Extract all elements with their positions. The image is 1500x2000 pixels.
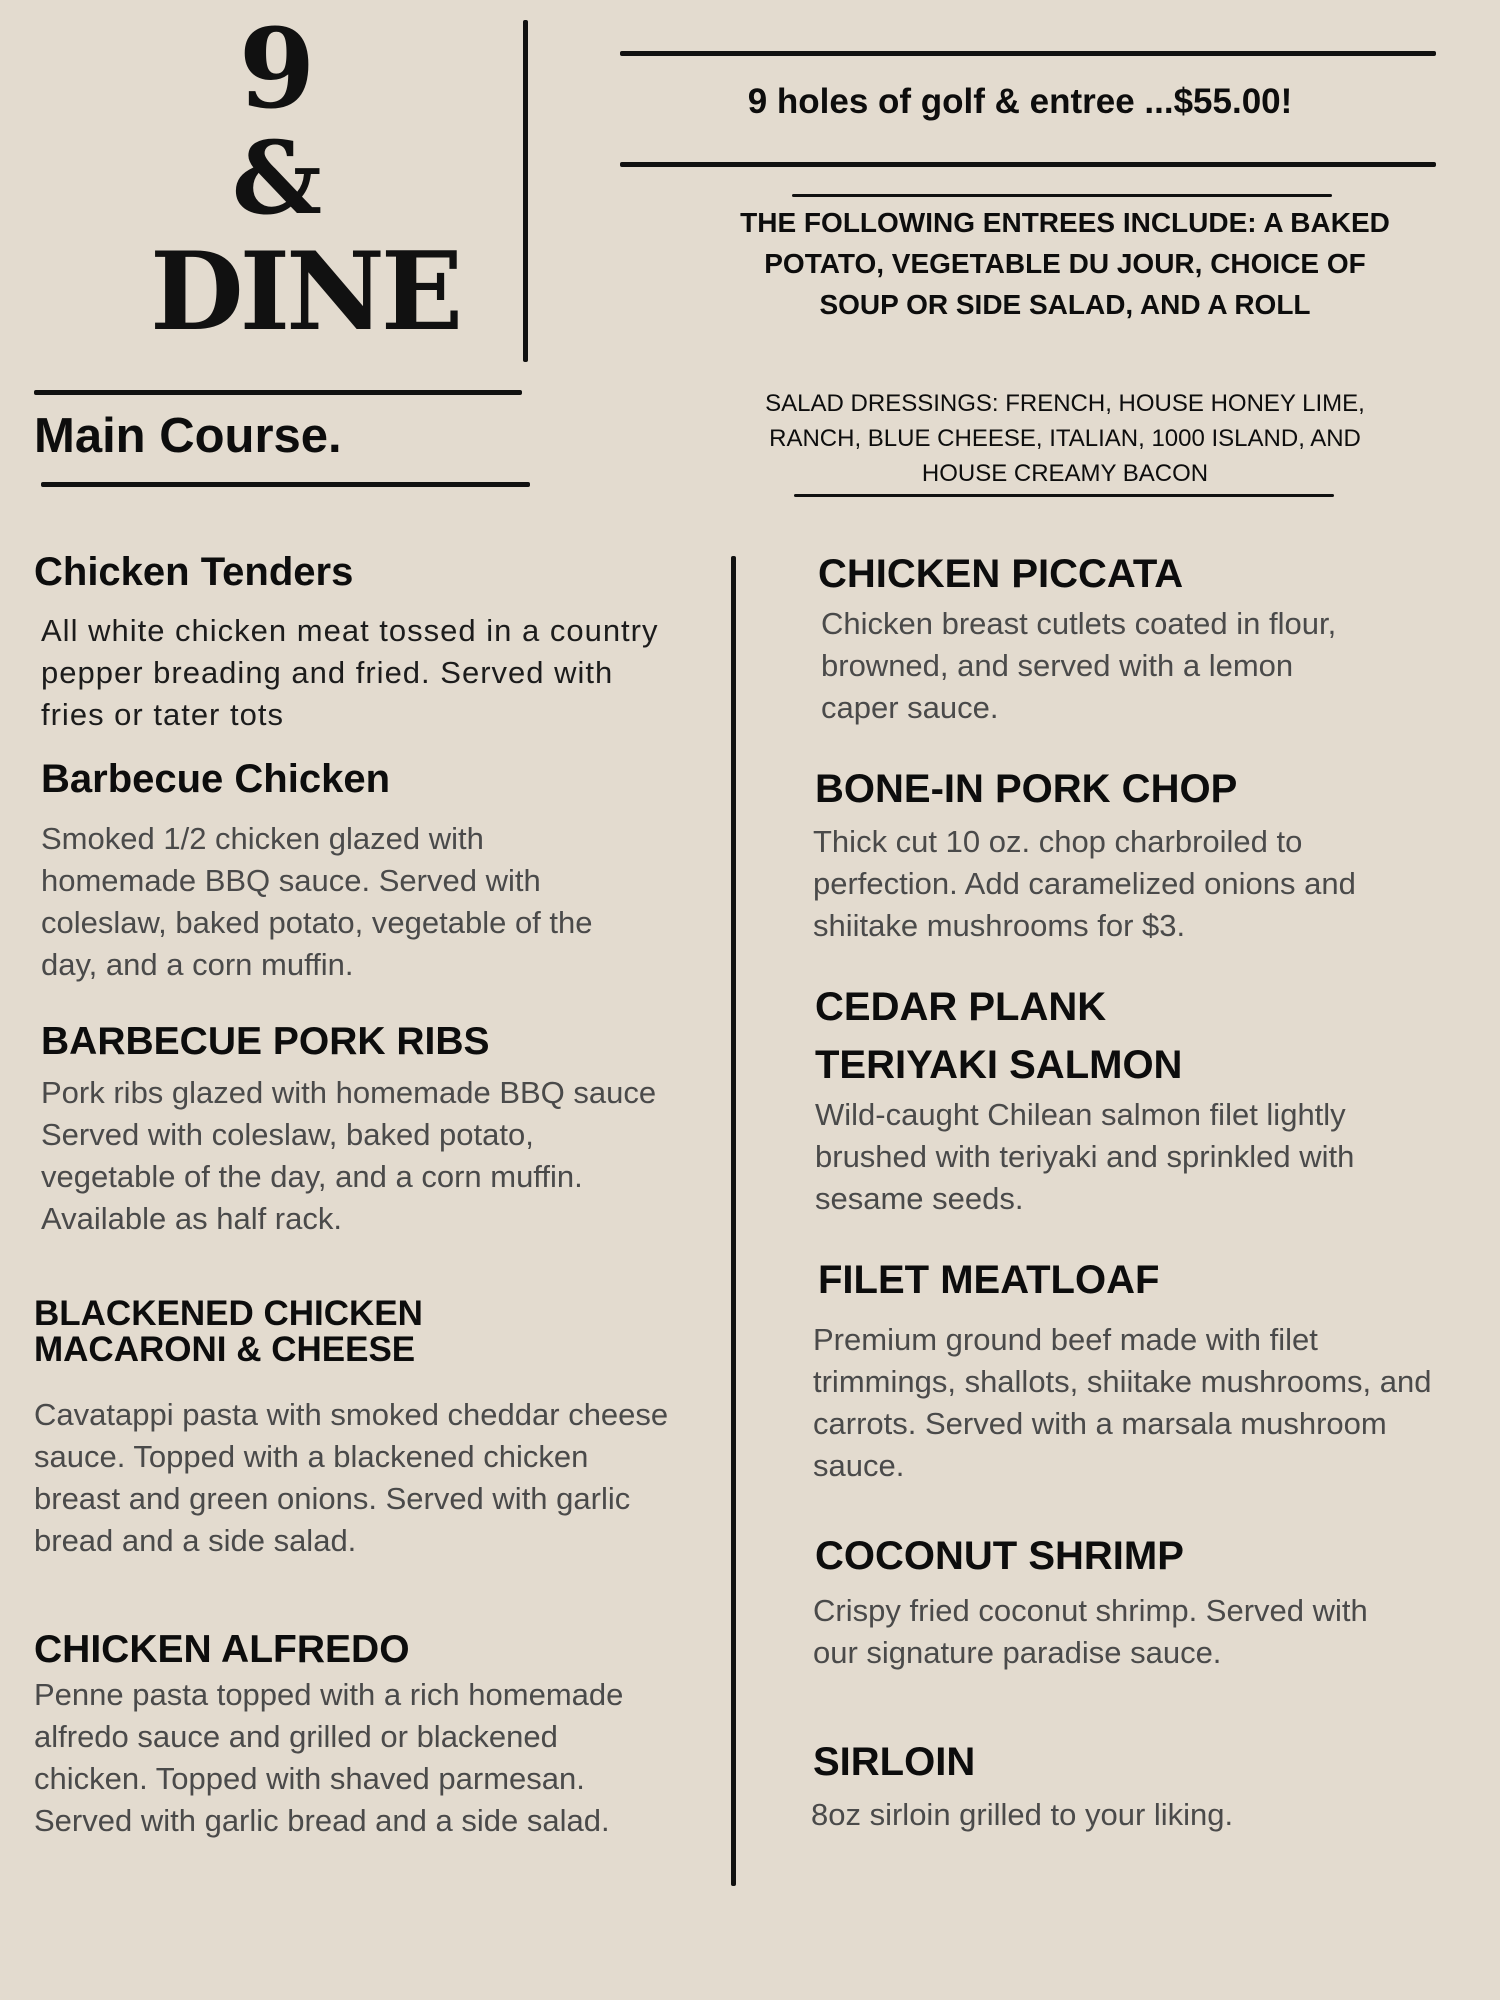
menu-item-description: Smoked 1/2 chicken glazed with homemade BBQ sauce. Served with coleslaw, baked potato, vegetable of the day, and a corn muffin. xyxy=(41,821,593,982)
column-divider xyxy=(731,556,736,1886)
promo-top-rule xyxy=(620,51,1436,56)
menu-item-description: Wild-caught Chilean salmon filet lightly brushed with teriyaki and sprinkled with sesame seeds. xyxy=(815,1097,1355,1216)
menu-item-description: Chicken breast cutlets coated in flour, browned, and served with a lemon caper sauce. xyxy=(821,606,1337,725)
menu-item-title: Chicken Tenders xyxy=(34,550,354,594)
menu-item-title: BLACKENED CHICKEN xyxy=(34,1294,423,1333)
menu-item-title: SIRLOIN xyxy=(813,1740,976,1784)
menu-item-title: BONE-IN PORK CHOP xyxy=(815,767,1238,811)
menu-item-description: Pork ribs glazed with homemade BBQ sauce Served with coleslaw, baked potato, vegetable of the day, and a corn muffin. Available as half rack. xyxy=(41,1075,657,1236)
menu-item-title: FILET MEATLOAF xyxy=(818,1258,1160,1302)
dressings-bottom-rule xyxy=(794,494,1334,497)
entree-includes-text: THE FOLLOWING ENTREES INCLUDE: A BAKED POTATO, VEGETABLE DU JOUR, CHOICE OF SOUP OR SIDE SALAD, AND A ROLL xyxy=(740,207,1390,320)
menu-item-title-line2: MACARONI & CHEESE xyxy=(34,1330,416,1369)
menu-item-title: CEDAR PLANK xyxy=(815,985,1107,1029)
logo-divider xyxy=(523,20,528,362)
menu-item-title: BARBECUE PORK RIBS xyxy=(41,1020,490,1063)
logo-ampersand: & xyxy=(231,119,319,237)
menu-item-title-line2: TERIYAKI SALMON xyxy=(815,1043,1183,1087)
menu-item-description: All white chicken meat tossed in a country pepper breading and fried. Served with fries or tater tots xyxy=(41,613,659,732)
logo-dine: DINE xyxy=(150,229,460,355)
menu-item-description: Premium ground beef made with filet trimmings, shallots, shiitake mushrooms, and carrots. Served with a marsala mushroom sauce. xyxy=(813,1322,1432,1483)
promo-text: 9 holes of golf & entree ...$55.00! xyxy=(747,82,1293,121)
logo-nine: 9 xyxy=(238,4,312,133)
menu-item-title: CHICKEN ALFREDO xyxy=(34,1628,410,1671)
includes-top-rule xyxy=(792,194,1332,197)
menu-item-description: Penne pasta topped with a rich homemade alfredo sauce and grilled or blackened chicken. Topped with shaved parmesan. Served with garlic bread and a side salad. xyxy=(34,1677,624,1838)
menu-item-title: COCONUT SHRIMP xyxy=(815,1534,1184,1578)
menu-item-description: 8oz sirloin grilled to your liking. xyxy=(811,1797,1234,1832)
main-course-top-rule xyxy=(34,390,522,395)
menu-item-title: Barbecue Chicken xyxy=(41,757,391,801)
main-course-bottom-rule xyxy=(41,482,530,487)
menu-item-title: CHICKEN PICCATA xyxy=(818,552,1184,596)
promo-bottom-rule xyxy=(620,162,1436,167)
menu-item-description: Crispy fried coconut shrimp. Served with our signature paradise sauce. xyxy=(813,1593,1368,1670)
menu-item-description: Thick cut 10 oz. chop charbroiled to perfection. Add caramelized onions and shiitake mushrooms for $3. xyxy=(813,824,1356,943)
menu-item-description: Cavatappi pasta with smoked cheddar cheese sauce. Topped with a blackened chicken breast and green onions. Served with garlic bread and a side salad. xyxy=(34,1397,669,1558)
section-title: Main Course. xyxy=(34,409,342,463)
salad-dressings-text: SALAD DRESSINGS: FRENCH, HOUSE HONEY LIME, RANCH, BLUE CHEESE, ITALIAN, 1000 ISLAND, AND HOUSE CREAMY BACON xyxy=(765,390,1365,487)
